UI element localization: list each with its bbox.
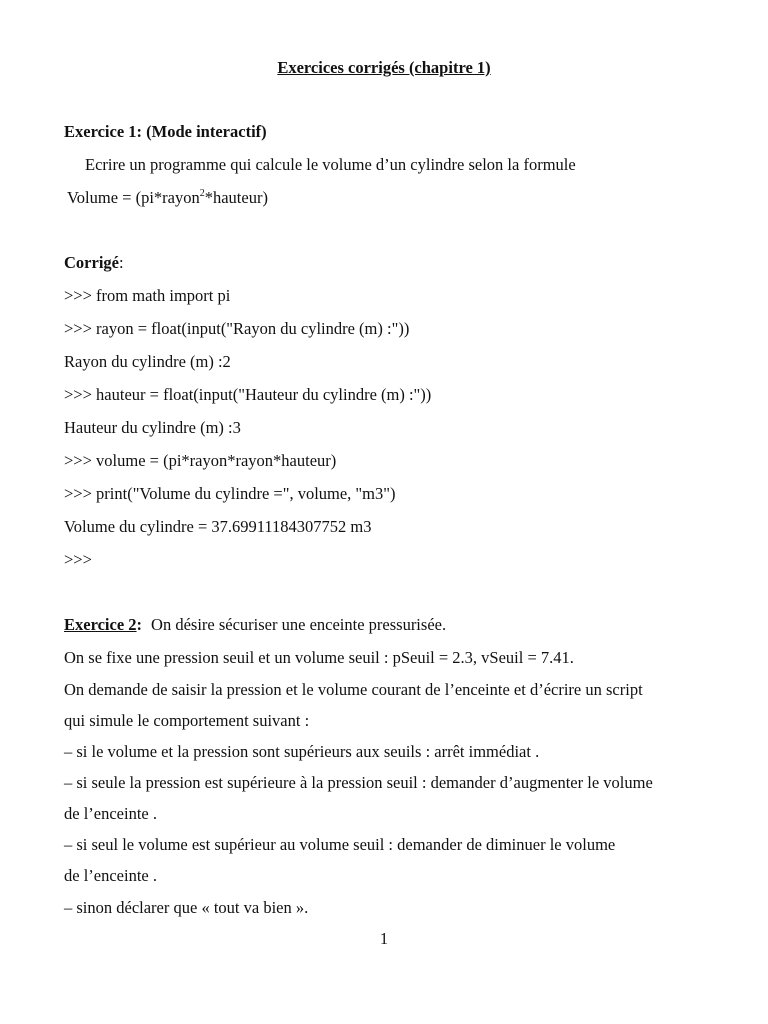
exercise-2-line: de l’enceinte . — [64, 866, 157, 885]
formula-exponent: 2 — [199, 188, 205, 199]
exercise-1-label: Exercice 1: (Mode interactif) — [64, 122, 267, 141]
corrige-heading — [64, 255, 124, 272]
exercise-2-line: – sinon déclarer que « tout va bien ». — [64, 898, 309, 917]
exercise-2-line: – si seul le volume est supérieur au volume seuil : demander de diminuer le volume — [64, 835, 616, 854]
exercise-2-line: – si seule la pression est supérieure à la pression seuil : demander d’augmenter le volume — [64, 773, 653, 792]
exercise-2-line: de l’enceinte . — [64, 804, 157, 823]
code-line: >>> volume = (pi*rayon*rayon*hauteur) — [64, 451, 337, 470]
formula-part: Volume = (pi*rayon — [67, 188, 200, 207]
code-line: >>> hauteur = float(input("Hauteur du cylindre (m) :")) — [64, 385, 432, 404]
exercise-2-line: qui simule le comportement suivant : — [64, 711, 310, 730]
code-line: >>> print("Volume du cylindre =", volume, "m3") — [64, 484, 396, 503]
exercise-2-colon: : — [136, 615, 143, 634]
exercise-2-label: Exercice 2 — [64, 615, 137, 634]
formula-part: *hauteur) — [204, 188, 268, 207]
exercise-1-statement: Ecrire un programme qui calcule le volume d’un cylindre selon la formule — [85, 155, 576, 174]
exercise-2-intro: On désire sécuriser une enceinte pressurisée. — [151, 615, 447, 634]
exercise-2-line: On demande de saisir la pression et le volume courant de l’enceinte et d’écrire un script — [64, 680, 643, 699]
exercise-1-formula — [67, 190, 268, 207]
code-line: Volume du cylindre = 37.69911184307752 m3 — [64, 517, 372, 536]
page-number: 1 — [379, 929, 389, 948]
document-title: Exercices corrigés (chapitre 1) — [277, 58, 491, 77]
exercise-2-line: On se fixe une pression seuil et un volume seuil : pSeuil = 2.3, vSeuil = 7.41. — [64, 648, 574, 667]
corrige-colon: : — [118, 253, 124, 272]
code-line: Rayon du cylindre (m) :2 — [64, 352, 231, 371]
code-line: >>> from math import pi — [64, 286, 231, 305]
exercise-2-line: – si le volume et la pression sont supérieurs aux seuils : arrêt immédiat . — [64, 742, 540, 761]
code-line: Hauteur du cylindre (m) :3 — [64, 418, 241, 437]
exercise-2-heading — [64, 617, 446, 634]
code-line: >>> rayon = float(input("Rayon du cylindre (m) :")) — [64, 319, 410, 338]
code-line: >>> — [64, 550, 92, 569]
corrige-label: Corrigé — [64, 253, 119, 272]
exercise-1-heading — [64, 124, 267, 141]
